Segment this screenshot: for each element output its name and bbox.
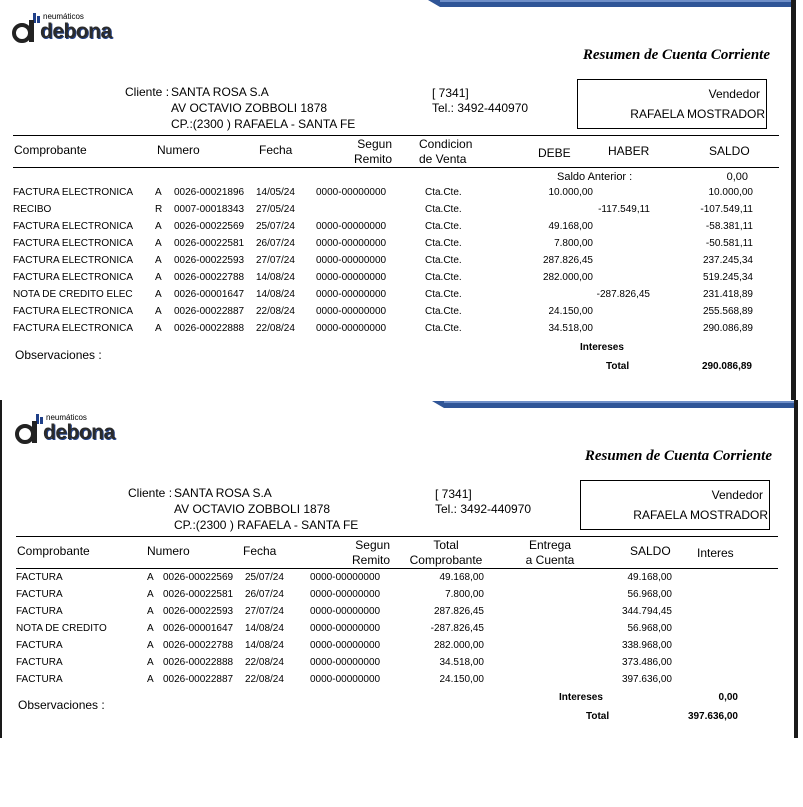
cell-saldo: 56.968,00 — [627, 589, 672, 600]
col-saldo: SALDO — [630, 544, 671, 558]
total-label: Total — [606, 361, 630, 372]
client-code: [ 7341] — [432, 86, 469, 100]
document-title: Resumen de Cuenta Corriente — [584, 448, 772, 464]
cell-letra: A — [155, 187, 162, 198]
cell-cond: Cta.Cte. — [425, 221, 462, 232]
cell-debe: 282.000,00 — [542, 272, 593, 283]
cell-tipo: FACTURA ELECTRONICA — [13, 255, 134, 266]
right-border — [794, 400, 798, 738]
cell-saldo: 56.968,00 — [627, 623, 672, 634]
cell-fecha: 26/07/24 — [256, 238, 295, 249]
cell-letra: A — [147, 674, 154, 685]
col-fecha: Fecha — [259, 143, 293, 157]
header-rule-top — [16, 536, 778, 537]
vendor-name: RAFAELA MOSTRADOR — [630, 107, 765, 121]
cell-fecha: 22/08/24 — [245, 657, 284, 668]
total-value: 290.086,89 — [701, 361, 752, 372]
cell-saldo: -50.581,11 — [705, 238, 753, 249]
header-rule-bottom — [13, 167, 779, 168]
cell-letra: A — [147, 606, 154, 617]
cell-remito: 0000-00000000 — [316, 323, 387, 334]
cell-remito: 0000-00000000 — [316, 255, 387, 266]
cell-remito: 0000-00000000 — [310, 640, 381, 651]
cell-saldo: 519.245,34 — [702, 272, 753, 283]
intereses-value: 0,00 — [718, 692, 738, 703]
cell-letra: A — [155, 272, 162, 283]
cell-tipo: FACTURA — [16, 674, 63, 685]
cell-letra: A — [147, 589, 154, 600]
col-comprobante: Comprobante — [14, 143, 87, 157]
cell-saldo: 373.486,00 — [621, 657, 672, 668]
client-city: CP.:(2300 ) RAFAELA - SANTA FE — [171, 117, 356, 131]
cell-cond: Cta.Cte. — [425, 204, 462, 215]
cell-saldo: 397.636,00 — [621, 674, 672, 685]
vendor-box — [580, 480, 770, 530]
cell-tipo: FACTURA ELECTRONICA — [13, 187, 134, 198]
cell-remito: 0000-00000000 — [316, 272, 387, 283]
cell-remito: 0000-00000000 — [316, 306, 387, 317]
cell-remito: 0000-00000000 — [316, 187, 387, 198]
cell-total: 24.150,00 — [439, 674, 484, 685]
col-entrega: Entrega — [528, 538, 572, 552]
cell-total: -287.826,45 — [430, 623, 484, 634]
cell-total: 287.826,45 — [433, 606, 484, 617]
cell-saldo: 255.568,89 — [702, 306, 753, 317]
cell-tipo: FACTURA — [16, 606, 63, 617]
cell-saldo: 344.794,45 — [621, 606, 672, 617]
client-name: SANTA ROSA S.A — [171, 85, 269, 99]
vendor-label: Vendedor — [708, 87, 760, 101]
cell-cond: Cta.Cte. — [425, 238, 462, 249]
cell-numero: 0026-00022888 — [163, 657, 234, 668]
client-code: [ 7341] — [435, 487, 472, 501]
cell-remito: 0000-00000000 — [310, 589, 381, 600]
intereses-label: Intereses — [580, 342, 624, 353]
cell-letra: A — [147, 657, 154, 668]
cell-numero: 0026-00022593 — [174, 255, 245, 266]
client-address: AV OCTAVIO ZOBBOLI 1878 — [171, 101, 328, 115]
cell-saldo: -58.381,11 — [705, 221, 753, 232]
cell-tipo: FACTURA ELECTRONICA — [13, 238, 134, 249]
cell-haber: -117.549,11 — [598, 204, 650, 215]
client-city: CP.:(2300 ) RAFAELA - SANTA FE — [174, 518, 359, 532]
cell-saldo: 237.245,34 — [702, 255, 753, 266]
cell-cond: Cta.Cte. — [425, 187, 462, 198]
cell-debe: 24.150,00 — [548, 306, 593, 317]
vendor-box — [577, 79, 767, 129]
cell-tipo: RECIBO — [13, 204, 52, 215]
cell-tipo: FACTURA ELECTRONICA — [13, 323, 134, 334]
cell-saldo: 338.968,00 — [621, 640, 672, 651]
cell-remito: 0000-00000000 — [310, 606, 381, 617]
col-condicion: Condicion — [419, 137, 473, 151]
cell-debe: 49.168,00 — [548, 221, 593, 232]
cell-remito: 0000-00000000 — [310, 623, 381, 634]
logo-tagline: neumáticos — [43, 12, 84, 21]
cell-numero: 0026-00022887 — [163, 674, 234, 685]
client-label: Cliente : — [128, 486, 173, 500]
total-label: Total — [586, 711, 610, 722]
cell-tipo: FACTURA ELECTRONICA — [13, 272, 134, 283]
cell-numero: 0026-00022887 — [174, 306, 245, 317]
cell-fecha: 14/08/24 — [256, 272, 295, 283]
cell-remito: 0000-00000000 — [316, 221, 387, 232]
col-de-venta: de Venta — [419, 152, 467, 166]
cell-letra: A — [147, 640, 154, 651]
cell-tipo: FACTURA — [16, 572, 63, 583]
cell-saldo: 290.086,89 — [702, 323, 753, 334]
cell-fecha: 25/07/24 — [245, 572, 284, 583]
cell-numero: 0026-00021896 — [174, 187, 245, 198]
cell-fecha: 14/08/24 — [245, 640, 284, 651]
col-total-comprobante: Comprobante — [409, 553, 483, 567]
cell-fecha: 25/07/24 — [256, 221, 295, 232]
cell-remito: 0000-00000000 — [310, 657, 381, 668]
cell-fecha: 27/05/24 — [256, 204, 295, 215]
col-comprobante: Comprobante — [17, 544, 90, 558]
client-phone: Tel.: 3492-440970 — [432, 101, 529, 115]
cell-fecha: 14/08/24 — [256, 289, 295, 300]
cell-numero: 0026-00022569 — [163, 572, 234, 583]
cell-numero: 0026-00022788 — [163, 640, 234, 651]
col-numero: Numero — [147, 544, 190, 558]
vendor-name: RAFAELA MOSTRADOR — [633, 508, 768, 522]
cell-letra: A — [155, 306, 162, 317]
cell-saldo: 49.168,00 — [627, 572, 672, 583]
logo-wordmark: debona — [40, 20, 112, 43]
cell-debe: 287.826,45 — [542, 255, 593, 266]
col-segun: Segun — [355, 538, 390, 552]
col-a-cuenta: a Cuenta — [525, 553, 575, 567]
col-segun: Segun — [357, 137, 392, 151]
left-border — [0, 400, 2, 738]
cell-tipo: NOTA DE CREDITO — [16, 623, 107, 634]
cell-letra: A — [155, 221, 162, 232]
cell-cond: Cta.Cte. — [425, 323, 462, 334]
cell-haber: -287.826,45 — [596, 289, 650, 300]
header-band — [444, 401, 796, 408]
saldo-anterior-label: Saldo Anterior : — [557, 171, 633, 183]
statement-1 — [0, 0, 803, 400]
col-total: Total — [433, 538, 459, 552]
right-border — [791, 0, 796, 400]
col-haber: HABER — [608, 144, 650, 158]
cell-tipo: FACTURA ELECTRONICA — [13, 221, 134, 232]
cell-tipo: FACTURA — [16, 589, 63, 600]
header-rule-bottom — [16, 568, 778, 569]
cell-cond: Cta.Cte. — [425, 289, 462, 300]
cell-numero: 0026-00022888 — [174, 323, 245, 334]
cell-tipo: NOTA DE CREDITO ELEC — [13, 289, 133, 300]
cell-saldo: -107.549,11 — [700, 204, 753, 215]
logo-d-icon — [15, 421, 41, 445]
cell-numero: 0026-00022569 — [174, 221, 245, 232]
cell-saldo: 231.418,89 — [702, 289, 753, 300]
col-fecha: Fecha — [243, 544, 277, 558]
col-debe: DEBE — [538, 146, 571, 160]
cell-fecha: 22/08/24 — [256, 323, 295, 334]
cell-letra: A — [155, 289, 162, 300]
cell-cond: Cta.Cte. — [425, 306, 462, 317]
client-label: Cliente : — [125, 85, 170, 99]
document-title: Resumen de Cuenta Corriente — [582, 47, 770, 63]
cell-tipo: FACTURA — [16, 640, 63, 651]
cell-numero: 0007-00018343 — [174, 204, 245, 215]
cell-numero: 0026-00022593 — [163, 606, 234, 617]
client-address: AV OCTAVIO ZOBBOLI 1878 — [174, 502, 331, 516]
client-name: SANTA ROSA S.A — [174, 486, 272, 500]
cell-cond: Cta.Cte. — [425, 272, 462, 283]
cell-letra: A — [147, 623, 154, 634]
logo-wordmark: debona — [43, 421, 115, 444]
cell-debe: 10.000,00 — [548, 187, 593, 198]
cell-remito: 0000-00000000 — [316, 238, 387, 249]
header-band — [440, 0, 795, 7]
cell-tipo: FACTURA ELECTRONICA — [13, 306, 134, 317]
logo-tagline: neumáticos — [46, 413, 87, 422]
intereses-label: Intereses — [559, 692, 603, 703]
cell-remito: 0000-00000000 — [310, 674, 381, 685]
cell-fecha: 14/08/24 — [245, 623, 284, 634]
cell-letra: A — [155, 323, 162, 334]
cell-letra: R — [155, 204, 163, 215]
saldo-anterior-value: 0,00 — [726, 171, 748, 183]
col-numero: Numero — [157, 143, 200, 157]
observaciones-label: Observaciones : — [15, 348, 102, 362]
logo-d-icon — [12, 20, 38, 44]
client-phone: Tel.: 3492-440970 — [435, 502, 532, 516]
cell-cond: Cta.Cte. — [425, 255, 462, 266]
col-saldo: SALDO — [709, 144, 750, 158]
cell-fecha: 14/05/24 — [256, 187, 295, 198]
cell-debe: 7.800,00 — [554, 238, 593, 249]
cell-saldo: 10.000,00 — [708, 187, 753, 198]
col-remito: Remito — [351, 553, 390, 567]
header-rule-top — [13, 135, 779, 136]
cell-numero: 0026-00022581 — [163, 589, 234, 600]
cell-remito: 0000-00000000 — [310, 572, 381, 583]
cell-total: 7.800,00 — [445, 589, 484, 600]
cell-tipo: FACTURA — [16, 657, 63, 668]
observaciones-label: Observaciones : — [18, 698, 105, 712]
cell-fecha: 27/07/24 — [245, 606, 284, 617]
col-interes: Interes — [697, 546, 734, 560]
cell-total: 282.000,00 — [433, 640, 484, 651]
cell-numero: 0026-00022788 — [174, 272, 245, 283]
vendor-label: Vendedor — [711, 488, 763, 502]
cell-numero: 0026-00022581 — [174, 238, 245, 249]
cell-letra: A — [155, 238, 162, 249]
cell-numero: 0026-00001647 — [163, 623, 234, 634]
total-value: 397.636,00 — [687, 711, 738, 722]
cell-fecha: 27/07/24 — [256, 255, 295, 266]
cell-fecha: 22/08/24 — [245, 674, 284, 685]
cell-fecha: 26/07/24 — [245, 589, 284, 600]
cell-letra: A — [155, 255, 162, 266]
cell-letra: A — [147, 572, 154, 583]
cell-total: 49.168,00 — [439, 572, 484, 583]
statement-2 — [0, 400, 803, 800]
col-remito: Remito — [353, 152, 392, 166]
cell-remito: 0000-00000000 — [316, 289, 387, 300]
cell-debe: 34.518,00 — [548, 323, 593, 334]
cell-total: 34.518,00 — [439, 657, 484, 668]
cell-fecha: 22/08/24 — [256, 306, 295, 317]
cell-numero: 0026-00001647 — [174, 289, 245, 300]
